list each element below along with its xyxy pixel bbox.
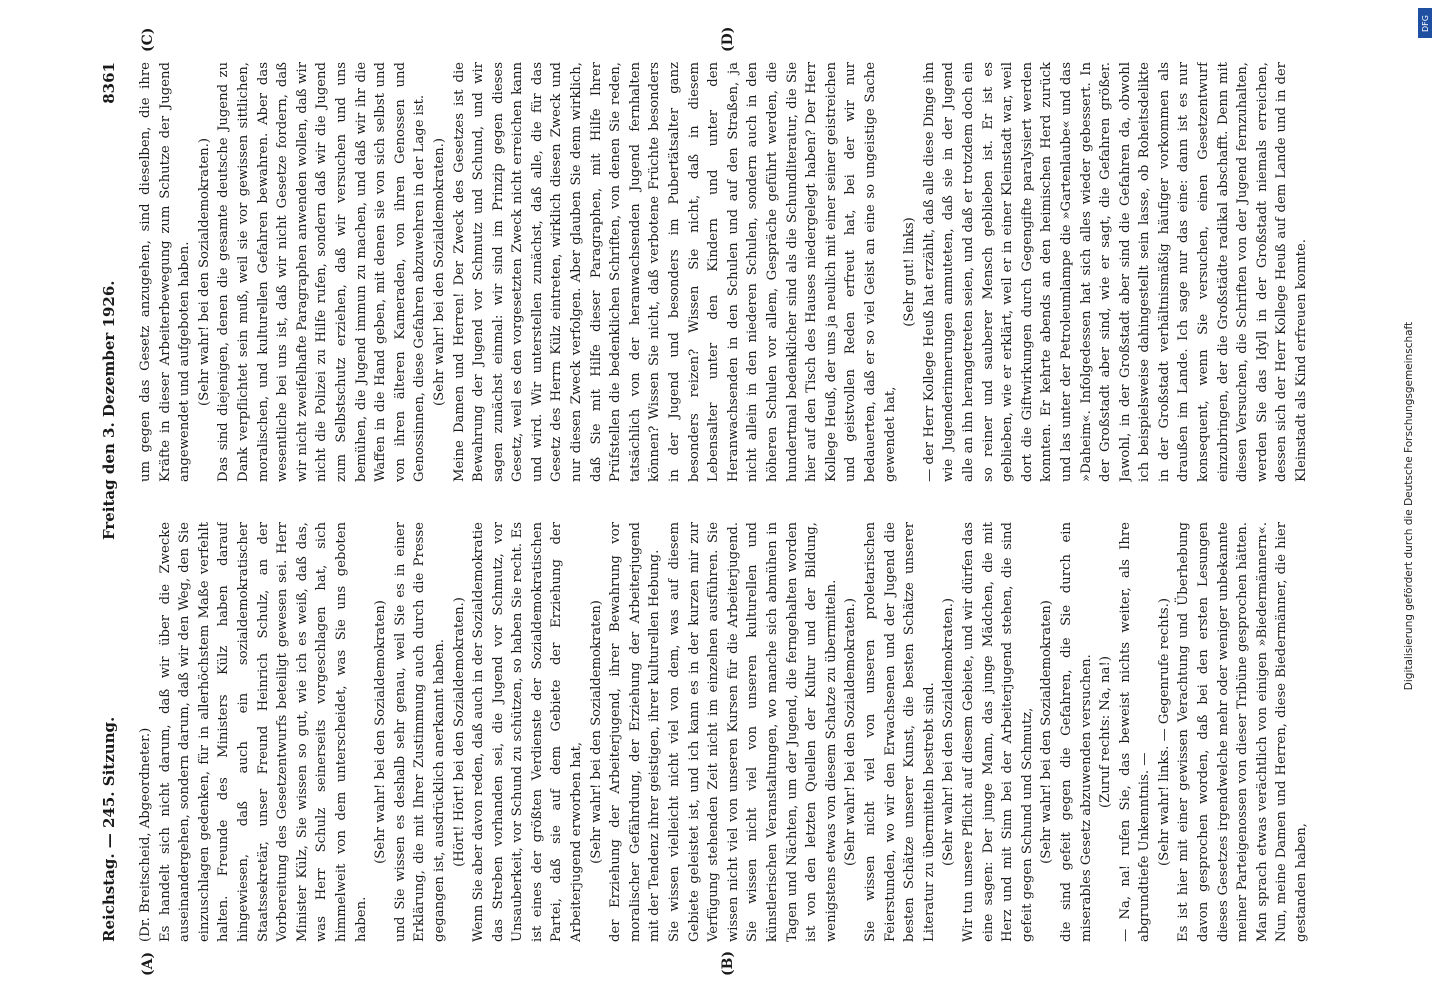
- left-column: [136, 522, 1346, 942]
- paragraph: (Sehr wahr! bei den Sozialdemokraten.): [941, 598, 957, 866]
- margin-marker-b: (B): [720, 950, 736, 976]
- margin-marker-c: (C): [140, 27, 156, 52]
- paragraph: (Sehr wahr! links. — Gegenrufe rechts.): [1156, 598, 1172, 867]
- paragraph: Meine Damen und Herren! Der Zweck des Gesetzes ist die Bewahrung der Jugend vor Schmutz und Schund, und wir sagen zunächst einmal: wir sind im Prinzip gegen dieses Gesetz, weil es den vorgesetzten Zweck nicht erreichen kann und wird. Wir unterstellen zunächst, daß alle, die für das Gesetz des Herrn Külz eintreten, wirklich diesen Zweck und nur diesen Zweck verfolgen. Aber glauben Sie denn wirklich, daß Sie mit Hilfe dieser Paragraphen, mit Hilfe Ihrer Prüfstellen die bedenklichen Schriften, von denen Sie reden, tatsächlich von der heranwachsenden Jugend fernhalten können? Wissen Sie nicht, daß verbotene Früchte besonders in der Jugend und besonders im Pubertätsalter ganz besonders reizen? Wissen Sie nicht, daß in diesem Lebensalter unter den Kindern und unter den Heranwachsenden in den Schulen und auf den Straßen, ja nicht allein in den niederen Schulen, sondern auch in den höheren Schulen vor allem, Gespräche geführt werden, die hundertmal bedenklicher sind als die Schundliteratur, die Sie hier auf den Tisch des Hauses niedergelegt haben? Der Herr Kollege Heuß, der uns ja neulich mit einer seiner geistreichen und geistvollen Reden erfreut hat, bei der wir nur bedauerten, daß er so viel Geist an eine so ungeistige Sache gewendet hat,: [451, 62, 898, 482]
- paragraph: Wir tun unsere Pflicht auf diesem Gebiete, und wir dürfen das eine sagen: Der junge Mann, das junge Mädchen, die mit Herz und mit Sinn bei der Arbeiterjugend stehen, die sind gefeit gegen Schund und Schmutz,: [960, 522, 1035, 942]
- paragraph: um gegen das Gesetz anzugehen, sind dieselben, die ihre Kräfte in dieser Arbeiterbewegung zum Schutze der Jugend angewendet und aufgeboten haben.: [138, 62, 193, 482]
- dfg-credit-strip: [1404, 0, 1434, 1000]
- paragraph: Sie wissen nicht viel von unseren proletarischen Feierstunden, wo wir den Erwachsenen und der Jugend die besten Schätze unserer Kunst, die besten Schätze unserer Literatur zu übermitteln bestrebt sind.: [862, 522, 937, 942]
- paragraph: (Sehr wahr! bei den Sozialdemokraten.): [431, 138, 447, 406]
- header-date: Freitag den 3. Dezember 1926.: [100, 280, 118, 541]
- dfg-credit-text: Digitalisierung gefördert durch die Deutsche Forschungsgemeinschaft: [1403, 321, 1415, 691]
- paragraph: die sind gefeit gegen die Gefahren, die Sie durch ein miserables Gesetz abzuwenden versuchen.: [1058, 522, 1094, 942]
- paragraph: Wenn Sie aber davon reden, daß auch in der Sozialdemokratie das Streben vorhanden sei, die Jugend vor Schmutz, vor Unsauberkeit, vor Schund zu schützen, so haben Sie recht. Es ist eines der größten Verdienste der Sozialdemokratischen Partei, daß sie auf dem Gebiete der Erziehung der Arbeiterjugend erworben hat,: [471, 522, 585, 942]
- paragraph: (Sehr gut! links): [902, 217, 918, 327]
- paragraph: und Sie wissen es deshalb sehr genau, weil Sie es in einer Erklärung, die mit Ihrer Zustimmung auch durch die Presse gegangen ist, ausdrücklich anerkannt haben.: [392, 522, 447, 942]
- margin-marker-a: (A): [140, 951, 156, 976]
- right-column: [136, 62, 1346, 482]
- paragraph: (Zuruf rechts: Na, na!): [1098, 656, 1114, 808]
- paragraph: (Sehr wahr! bei den Sozialdemokraten.): [196, 138, 212, 406]
- page-number: 8361: [100, 62, 118, 104]
- paragraph: der Erziehung der Arbeiterjugend, ihrer Bewahrung vor moralischer Gefährdung, der Erziehung der Arbeiterjugend mit der Tendenz ihrer geistigen, ihrer kulturellen Hebung.: [608, 522, 663, 942]
- paragraph: Das sind diejenigen, denen die gesamte deutsche Jugend zu Dank verpflichtet sein muß, weil sie vor gewissen sittlichen, moralischen, und kulturellen Gefahren bewahren. Aber das wesentliche bei uns ist, daß wir nicht Gesetze fordern, daß wir nicht zweifelhafte Paragraphen anwenden wollen, daß wir nicht die Polizei zu Hilfe rufen, sondern daß wir die Jugend zum Selbstschutz erziehen, daß wir versuchen und uns bemühen, die Jugend immun zu machen, und daß wir ihr die Waffen in die Hand geben, mit denen sie von sich selbst und von ihren älteren Kameraden, von ihren Genossen und Genossinnen, diese Gefahren abzuwehren in der Lage ist.: [216, 62, 428, 482]
- paragraph: (Sehr wahr! bei den Sozialdemokraten.): [843, 598, 859, 866]
- paragraph: (Sehr wahr! bei den Sozialdemokraten): [1039, 600, 1055, 864]
- paragraph: Es handelt sich nicht darum, daß wir über die Zwecke auseinandergehen, sondern darum, daß wir den Weg, den Sie einzuschlagen gedenken, für in allerhöchstem Maße verfehlt halten. Freunde des Ministers Külz haben darauf hingewiesen, daß auch ein sozialdemokratischer Staatssekretär, unser Freund Heinrich Schulz, an der Vorbereitung des Gesetzentwurfs beteiligt gewesen sei. Herr Minister Külz, Sie wissen so gut, wie ich es weiß, daß das, was Herr Schulz seinerseits vorgeschlagen hat, sich himmelweit von dem unterscheidet, was Sie uns geboten haben.: [157, 522, 369, 942]
- margin-marker-d: (D): [720, 26, 736, 52]
- page-header: [100, 62, 130, 942]
- paragraph: Es ist hier mit einer gewissen Verachtung und Überhebung davon gesprochen worden, daß bei den ersten Lesungen dieses Gesetzes irgendwelche mehr oder weniger unbekannte meiner Parteigenossen von dieser Tribüne gesprochen hätten. Man sprach etwas verächtlich von einigen »Biedermännern«. Nun, meine Damen und Herren, diese Biedermänner, die hier gestanden haben,: [1176, 522, 1310, 942]
- dfg-logo: DFG: [1418, 8, 1432, 38]
- header-session: Reichstag. — 245. Sitzung.: [100, 716, 118, 942]
- paragraph: (Dr. Breitscheid, Abgeordneter.): [138, 727, 153, 942]
- paragraph: (Sehr wahr! bei den Sozialdemokraten): [588, 600, 604, 864]
- paragraph: — der Herr Kollege Heuß hat erzählt, daß alle diese Dinge ihn wie Jugenderinnerungen anmuteten, daß sie in der Jugend alle an ihn herangetreten seien, und daß er trotzdem doch ein so reiner und sauberer Mensch geblieben ist. Er ist es geblieben, wie er erklärt, weil er in einer Kleinstadt war, weil dort die Giftwirkungen durch Gegengifte paralysiert werden konnten. Er kehrte abends an den heimischen Herd zurück und las unter der Petroleumlampe die »Gartenlaube« und das »Daheim«. Infolgedessen hat sich alles wieder gebessert. In der Großstadt aber sind, wie er sagt, die Gefahren größer. Jawohl, in der Großstadt aber sind die Gefahren da, obwohl ich beispielsweise dahingestellt sein lasse, ob Roheitsdelikte in der Großstadt verhältnismäßig häufiger vorkommen als draußen im Lande. Ich sage nur das eine: dann ist es nur konsequent, wenn Sie versuchen, einen Gesetzentwurf einzubringen, der die Großstädte radikal abschafft. Denn mit diesen Versuchen, die Schriften von der Jugend fernzuhalten, werden Sie das Idyll in der Großstadt niemals erreichen, dessen sich der Herr Kollege Heuß auf dem Lande und in der Kleinstadt als Kind erfreuen konnte.: [921, 62, 1310, 482]
- paragraph: (Hört! Hört! bei den Sozialdemokraten.): [451, 597, 467, 867]
- paragraph: (Sehr wahr! bei den Sozialdemokraten): [373, 600, 389, 864]
- paragraph: — Na, na! rufen Sie, das beweist nichts weiter, als Ihre abgrundtiefe Unkenntnis. —: [1117, 522, 1153, 942]
- rotated-page-content: [100, 26, 1360, 976]
- paragraph: Sie wissen vielleicht nicht viel von dem, was auf diesem Gebiete geleistet ist, und ich kann es in der kurzen mir zur Verfügung stehenden Zeit nicht im einzelnen ausführen. Sie wissen nicht viel von unseren Kursen für die Arbeiterjugend. Sie wissen nicht viel von unseren kulturellen und künstlerischen Veranstaltungen, wo manche sich abmühen in Tagen und Nächten, um der Jugend, die ferngehalten worden ist von den letzten Quellen der Kultur und der Bildung, wenigstens etwas von diesem Schatze zu übermitteln.: [667, 522, 839, 942]
